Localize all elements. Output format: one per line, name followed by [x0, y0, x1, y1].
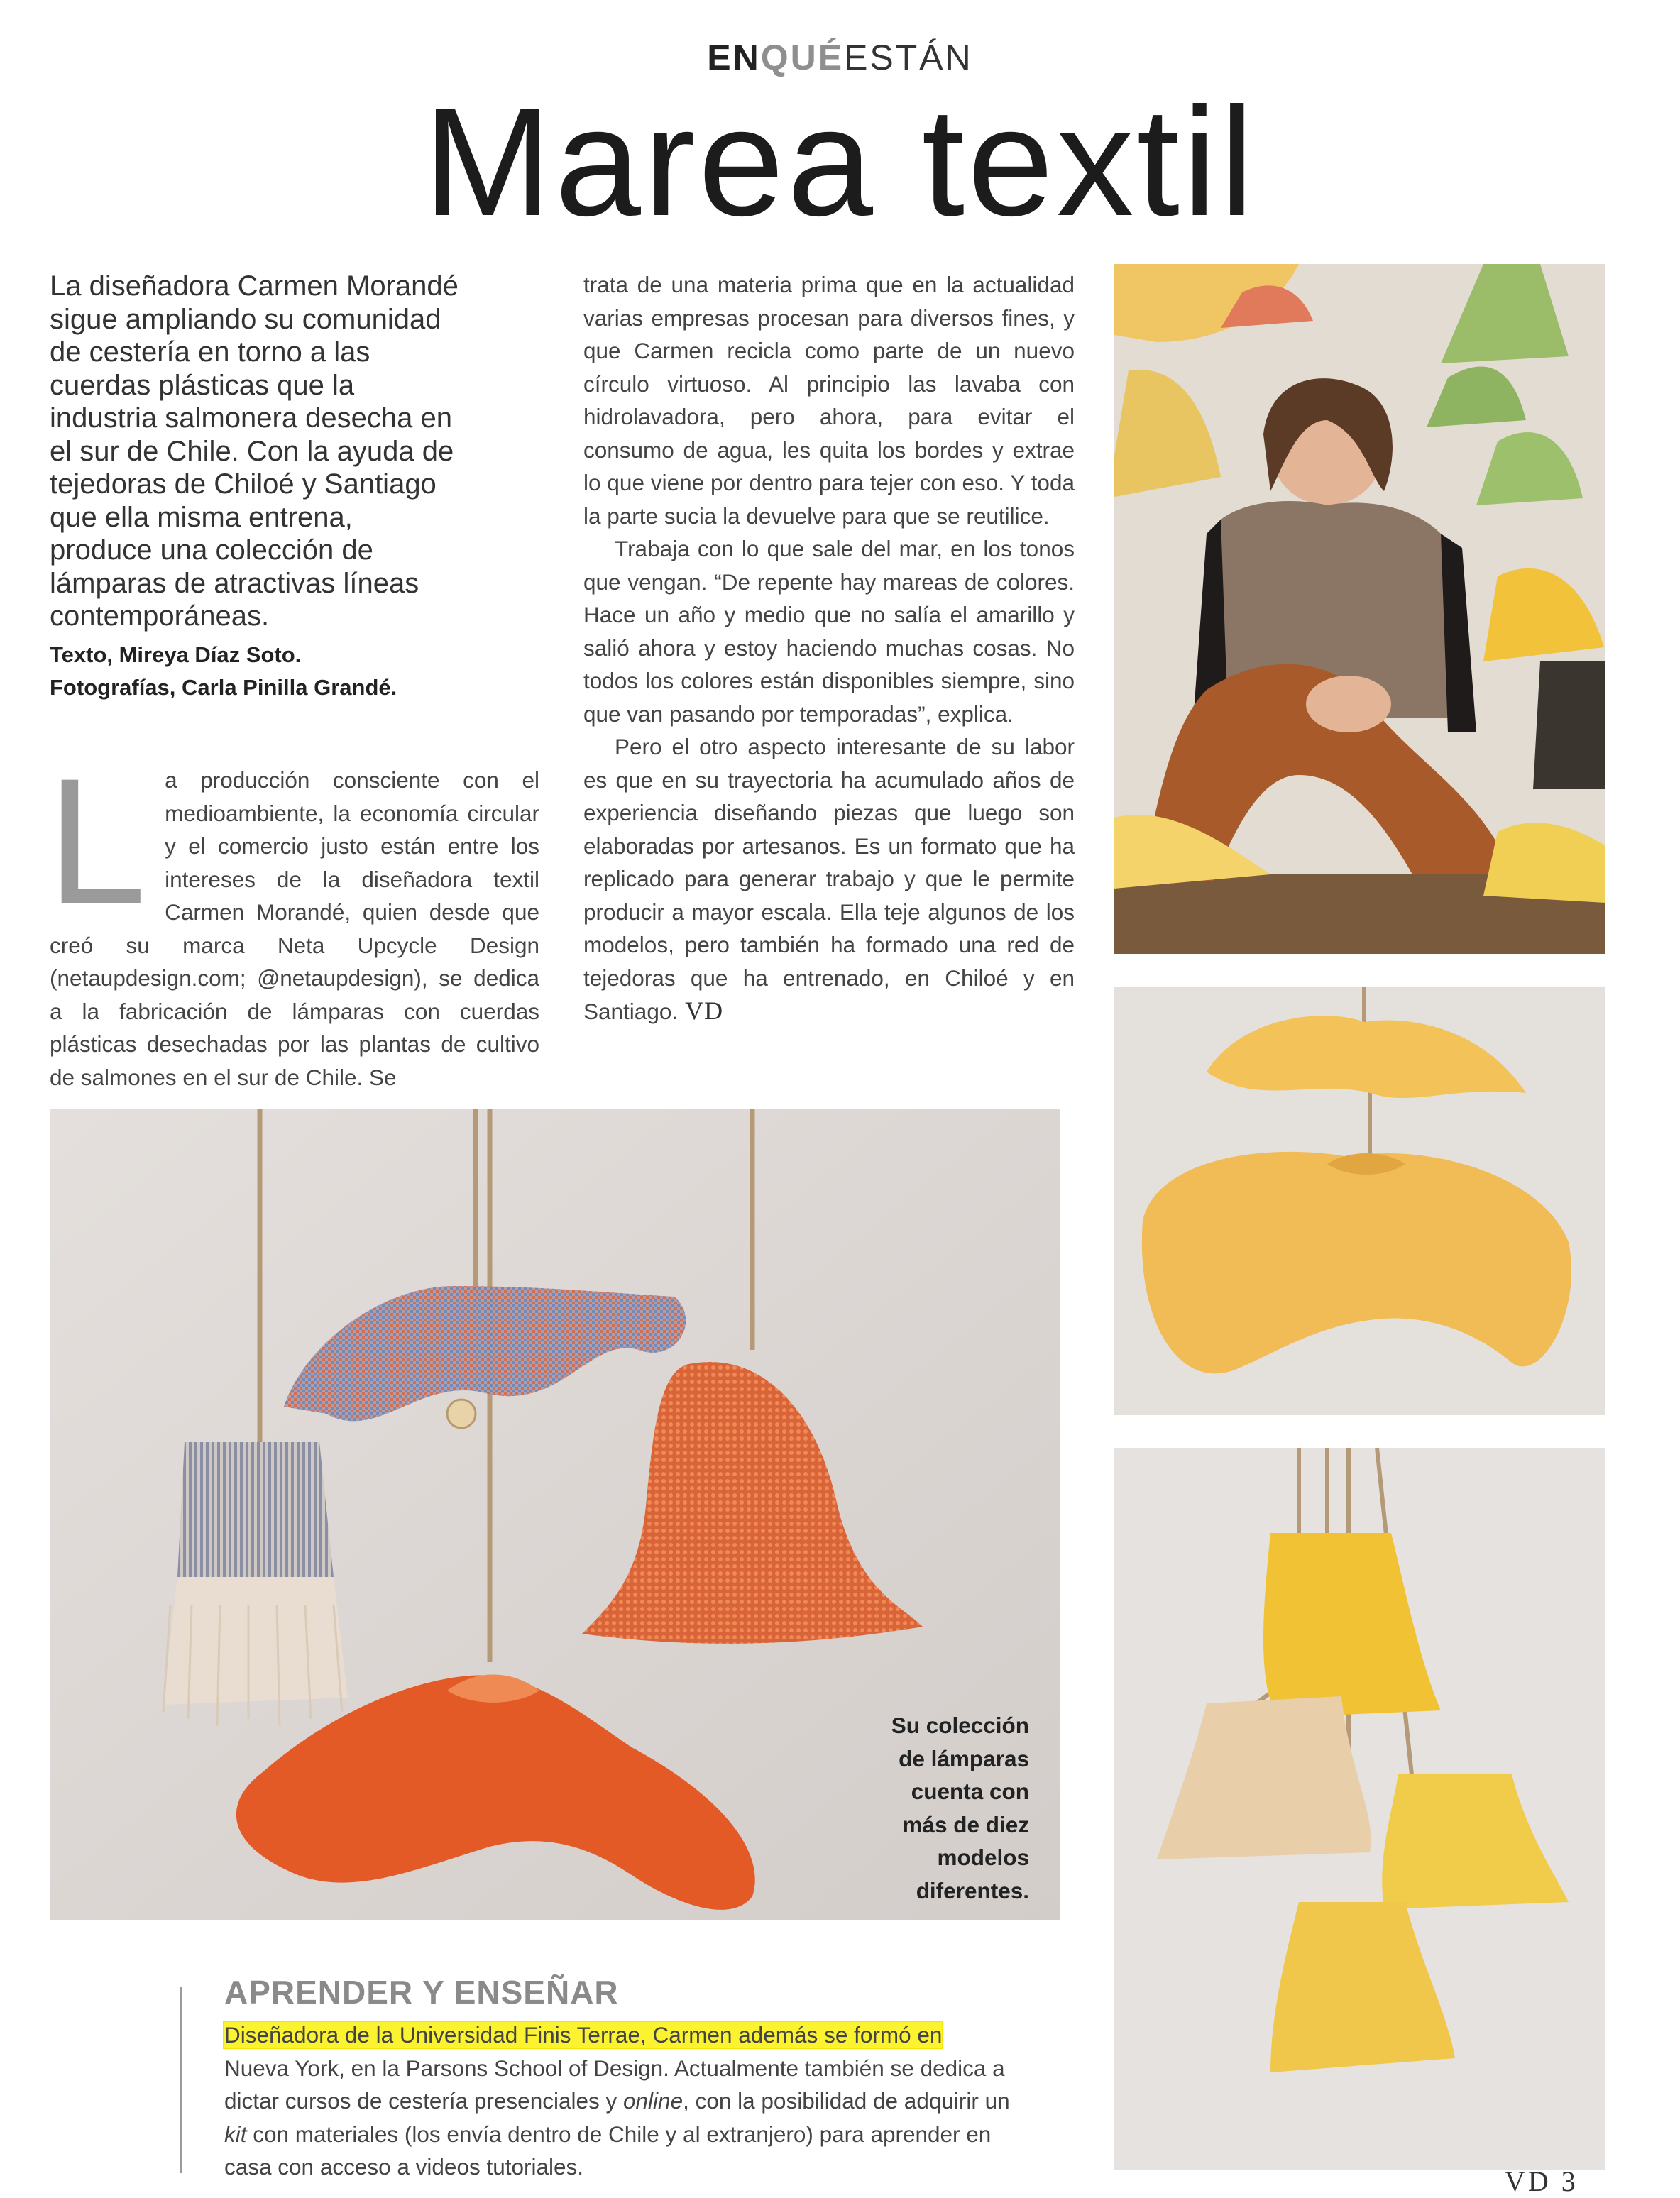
- standfirst-line: el sur de Chile. Con la ayuda de: [50, 435, 454, 467]
- section-kicker: [0, 37, 1680, 78]
- portrait-photo: [1114, 264, 1605, 954]
- box-text-3: con materiales (los envía dentro de Chile y al extranjero) para aprender en casa con acceso a videos tutoriales.: [224, 2121, 992, 2180]
- folio-mark: VD: [1505, 2165, 1552, 2197]
- article-title: Marea textil: [423, 76, 1257, 248]
- box-rule: [180, 1987, 182, 2173]
- box-text: [224, 2018, 1033, 2184]
- standfirst-line: tejedoras de Chiloé y Santiago: [50, 468, 437, 500]
- caption-line: diferentes.: [916, 1877, 1029, 1903]
- standfirst-line: que ella misma entrena,: [50, 501, 353, 533]
- drop-cap: L: [47, 742, 147, 941]
- body-paragraph: a producción consciente con el medioambiente, la economía circular y el comercio justo están entre los intereses de la diseñadora textil Carmen Morandé, quien desde que creó su marca Neta Upcycle Design (netaupdesign.com; @netaupdesign), se dedica a la fabricación de lámparas con cuerdas plásticas desechadas por las plantas de cultivo de salmones en el sur de Chile. Se: [50, 767, 539, 1090]
- kicker-en: EN: [707, 38, 761, 77]
- bell-shades-illustration: [1114, 1448, 1605, 2170]
- page-number: 3: [1561, 2165, 1579, 2197]
- main-photo-lamps: [50, 1109, 1060, 1920]
- body-column-1: [47, 742, 539, 1094]
- standfirst-line: sigue ampliando su comunidad: [50, 303, 441, 335]
- yellow-shades-photo: [1114, 987, 1605, 1415]
- standfirst: [50, 270, 518, 633]
- highlighted-text: Diseñadora de la Universidad Finis Terrae, Carmen además se formó en: [224, 2022, 943, 2048]
- standfirst-line: contemporáneas.: [50, 600, 270, 632]
- kicker-que: QUÉ: [760, 38, 845, 77]
- byline: [50, 639, 532, 704]
- standfirst-line: industria salmonera desecha en: [50, 402, 453, 434]
- box-text-kit: kit: [224, 2121, 247, 2147]
- standfirst-line: lámparas de atractivas líneas: [50, 567, 419, 599]
- caption-line: modelos: [937, 1845, 1029, 1870]
- body-paragraph: trata de una materia prima que en la actualidad varias empresas procesan para diversos fines, y que Carmen recicla como parte de un nuevo círculo virtuoso. Al principio las lavaba con hidrolavadora, pero ahora, para evitar el consumo de agua, les quita los bordes y extrae lo que viene por dentro para tejer con eso. Y toda la parte sucia la devuelve para que se reutilice.: [583, 272, 1075, 529]
- page-folio: [1505, 2165, 1579, 2198]
- caption-line: cuenta con: [911, 1779, 1029, 1804]
- box-text-1: Nueva York, en la Parsons School of Design. Actualmente también se dedica a dictar cursos de cestería presenciales y: [224, 2055, 1005, 2114]
- byline-text: Texto, Mireya Díaz Soto.: [50, 642, 302, 667]
- yellow-shades-illustration: [1114, 987, 1605, 1415]
- standfirst-line: La diseñadora Carmen Morandé: [50, 270, 459, 302]
- box-title: APRENDER Y ENSEÑAR: [224, 1974, 619, 2011]
- standfirst-line: de cestería en torno a las: [50, 336, 370, 368]
- body-column-2: [583, 268, 1075, 1028]
- caption-line: Su colección: [891, 1713, 1029, 1738]
- photo-caption: [816, 1709, 1029, 1907]
- box-text-online: online: [623, 2088, 683, 2114]
- byline-photo: Fotografías, Carla Pinilla Grandé.: [50, 675, 397, 700]
- caption-line: más de diez: [902, 1811, 1029, 1837]
- bell-shades-photo: [1114, 1448, 1605, 2170]
- end-mark: VD: [685, 996, 724, 1025]
- portrait-illustration: [1114, 264, 1605, 954]
- standfirst-line: produce una colección de: [50, 534, 373, 566]
- kicker-estan: ESTÁN: [844, 38, 973, 77]
- body-paragraph: [583, 730, 1075, 1028]
- box-text-2: , con la posibilidad de adquirir un: [683, 2088, 1010, 2114]
- caption-line: de lámparas: [899, 1745, 1029, 1771]
- body-paragraph: Trabaja con lo que sale del mar, en los tonos que vengan. “De repente hay mareas de colores. Hace un año y medio que no salía el amarillo y salió ahora y estoy haciendo muchas cosas. No todos los colores están disponibles siempre, sino que van pasando por temporadas”, explica.: [583, 536, 1075, 727]
- body-paragraph-text: Pero el otro aspecto interesante de su labor es que en su trayectoria ha acumulado años de experiencia diseñando piezas que luego son elaboradas por artesanos. Es un formato que ha replicado para generar trabajo y que le permite producir a mayor escala. Ella teje algunos de los modelos, pero también ha formado una red de tejedoras que ha entrenado, en Chiloé y en Santiago.: [583, 734, 1075, 1024]
- standfirst-line: cuerdas plásticas que la: [50, 369, 355, 401]
